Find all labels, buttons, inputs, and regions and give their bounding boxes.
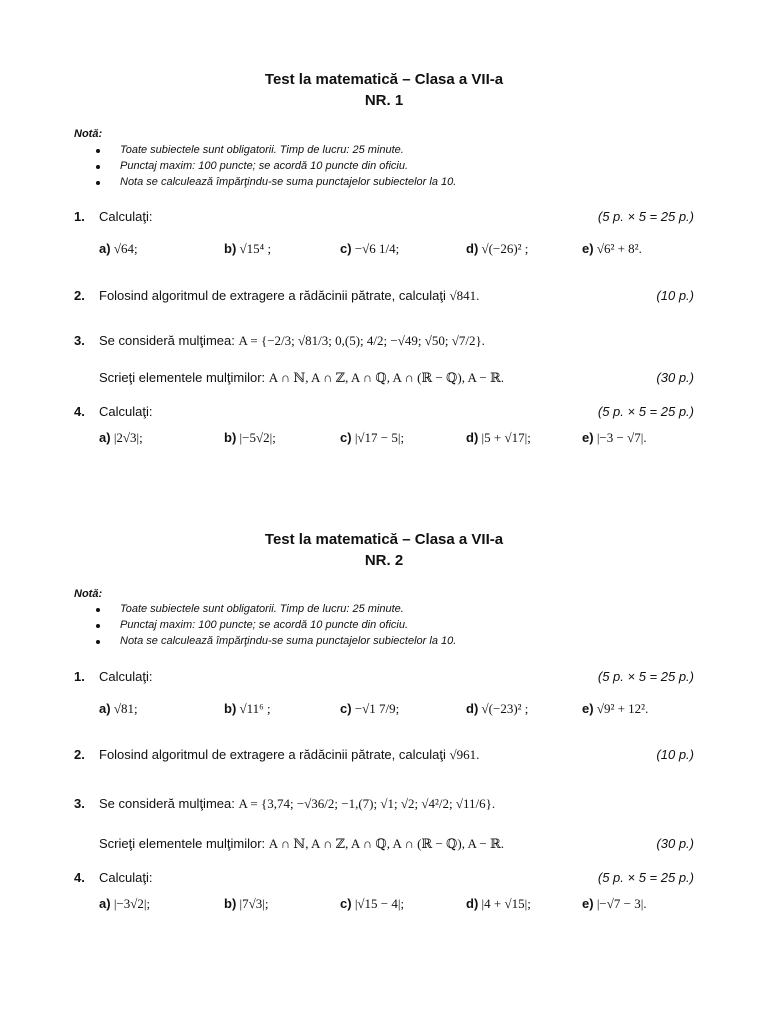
item-d: d) |5 + √17|; [466, 430, 531, 445]
item-expression: √6² + 8². [596, 241, 642, 256]
problem-expression: √841. [449, 288, 480, 303]
item-expression: √81; [113, 701, 138, 716]
item-b: b) |7√3|; [224, 896, 269, 911]
item-expression: |7√3|; [239, 896, 269, 911]
item-expression: −√6 1/4; [354, 241, 400, 256]
set-definition: A = {−2/3; √81/3; 0,(5); 4/2; −√49; √50; √7/2}. [238, 333, 485, 348]
item-expression: √(−26)² ; [481, 241, 529, 256]
problem-number: 2. [74, 747, 85, 762]
problem-points: (10 p.) [656, 747, 694, 762]
problem-number: 3. [74, 333, 85, 348]
note-label: Notă: [74, 128, 103, 140]
set-definition: A = {3,74; −√36/2; −1,(7); √1; √2; √4²/2; √11/6}. [238, 796, 496, 811]
problem-text: Se consideră mulţimea: A = {3,74; −√36/2; −1,(7); √1; √2; √4²/2; √11/6}. [99, 796, 496, 811]
test-title: Test la matematică – Clasa a VII-a [264, 71, 504, 88]
problem-text-2: Scrieţi elementele mulţimilor: A ∩ ℕ, A ∩ ℤ, A ∩ ℚ, A ∩ (ℝ − ℚ), A − ℝ. [99, 836, 505, 851]
problem-points: (5 p. × 5 = 25 p.) [597, 870, 694, 885]
note-label: Notă: [74, 588, 103, 600]
item-d: d) √(−23)² ; [466, 701, 529, 716]
item-expression: |√17 − 5|; [354, 430, 405, 445]
item-expression: √9² + 12². [596, 701, 649, 716]
item-d: d) √(−26)² ; [466, 241, 529, 256]
item-a: a) √64; [99, 241, 138, 256]
problem-number: 1. [74, 209, 85, 224]
bullet-icon [96, 624, 100, 628]
bullet-icon [96, 640, 100, 644]
item-expression: |√15 − 4|; [354, 896, 405, 911]
problem-expression: √961. [449, 747, 480, 762]
problem-points: (5 p. × 5 = 25 p.) [597, 669, 694, 684]
item-b: b) √15⁴ ; [224, 241, 272, 256]
item-expression: |5 + √17|; [481, 430, 531, 445]
item-e: e) |−3 − √7|. [582, 430, 647, 445]
bullet-icon [96, 608, 100, 612]
problem-points: (5 p. × 5 = 25 p.) [597, 209, 694, 224]
item-e: e) √9² + 12². [582, 701, 649, 716]
problem-points: (5 p. × 5 = 25 p.) [597, 404, 694, 419]
item-expression: √(−23)² ; [481, 701, 529, 716]
item-a: a) |−3√2|; [99, 896, 151, 911]
problem-text: Se consideră mulţimea: A = {−2/3; √81/3; 0,(5); 4/2; −√49; √50; √7/2}. [99, 333, 485, 348]
item-a: a) √81; [99, 701, 138, 716]
item-expression: |−√7 − 3|. [596, 896, 647, 911]
test-number: NR. 1 [364, 92, 404, 109]
item-expression: |2√3|; [113, 430, 143, 445]
problem-text: Folosind algoritmul de extragere a rădăcinii pătrate, calculaţi √961. [99, 747, 480, 762]
item-expression: |−3 − √7|. [596, 430, 647, 445]
problem-text: Calculaţi: [99, 870, 153, 885]
item-b: b) |−5√2|; [224, 430, 276, 445]
item-e: e) √6² + 8². [582, 241, 642, 256]
item-expression: √15⁴ ; [239, 241, 272, 256]
item-d: d) |4 + √15|; [466, 896, 531, 911]
item-expression: |−5√2|; [239, 430, 276, 445]
problem-points: (30 p.) [656, 836, 694, 851]
item-c: c) −√6 1/4; [340, 241, 400, 256]
problem-text: Calculaţi: [99, 404, 153, 419]
test-title: Test la matematică – Clasa a VII-a [264, 531, 504, 548]
bullet-icon [96, 149, 100, 153]
item-expression: |−3√2|; [113, 896, 151, 911]
problem-number: 4. [74, 870, 85, 885]
item-b: b) √11⁶ ; [224, 701, 271, 716]
problem-number: 1. [74, 669, 85, 684]
item-c: c) −√1 7/9; [340, 701, 400, 716]
problem-number: 3. [74, 796, 85, 811]
item-expression: −√1 7/9; [354, 701, 400, 716]
bullet-icon [96, 181, 100, 185]
problem-text: Folosind algoritmul de extragere a rădăcinii pătrate, calculaţi √841. [99, 288, 480, 303]
item-expression: √64; [113, 241, 138, 256]
problem-number: 2. [74, 288, 85, 303]
problem-points: (10 p.) [656, 288, 694, 303]
item-a: a) |2√3|; [99, 430, 143, 445]
problem-text: Calculaţi: [99, 669, 153, 684]
problem-number: 4. [74, 404, 85, 419]
item-c: c) |√15 − 4|; [340, 896, 405, 911]
bullet-icon [96, 165, 100, 169]
item-e: e) |−√7 − 3|. [582, 896, 647, 911]
problem-points: (30 p.) [656, 370, 694, 385]
test-number: NR. 2 [364, 552, 404, 569]
item-expression: |4 + √15|; [481, 896, 531, 911]
set-operations: A ∩ ℕ, A ∩ ℤ, A ∩ ℚ, A ∩ (ℝ − ℚ), A − ℝ. [268, 836, 505, 851]
problem-text: Calculaţi: [99, 209, 153, 224]
problem-text-2: Scrieţi elementele mulţimilor: A ∩ ℕ, A ∩ ℤ, A ∩ ℚ, A ∩ (ℝ − ℚ), A − ℝ. [99, 370, 505, 385]
item-expression: √11⁶ ; [239, 701, 271, 716]
set-operations: A ∩ ℕ, A ∩ ℤ, A ∩ ℚ, A ∩ (ℝ − ℚ), A − ℝ. [268, 370, 505, 385]
item-c: c) |√17 − 5|; [340, 430, 405, 445]
